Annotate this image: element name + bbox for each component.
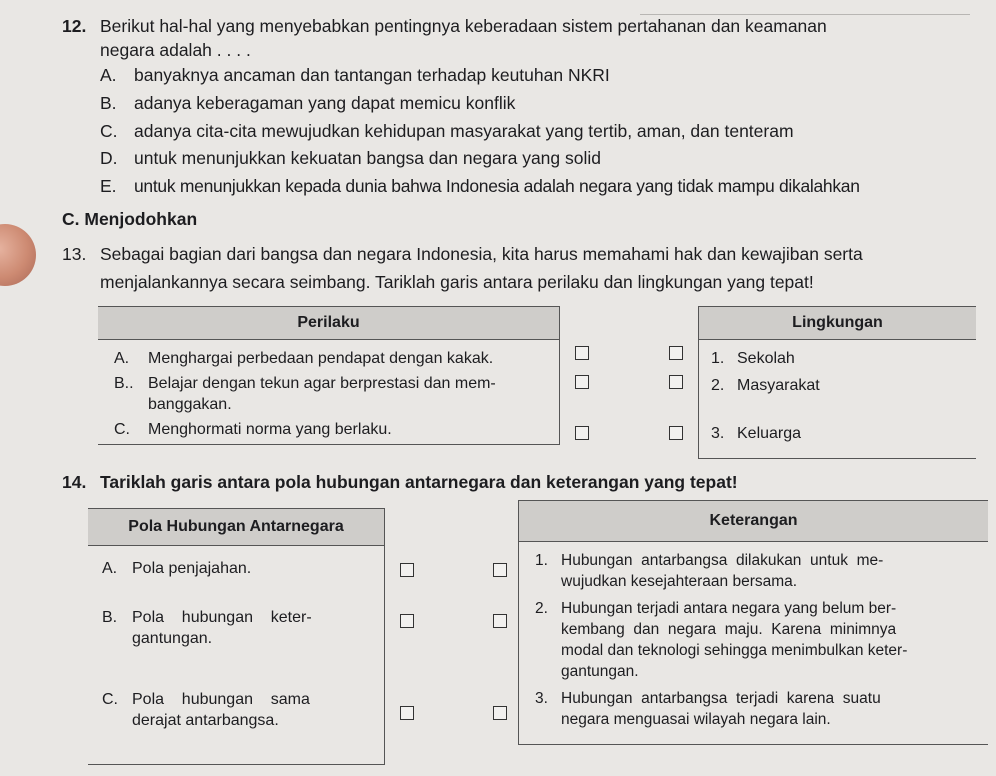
q14-stem: Tariklah garis antara pola hubungan antarnegara dan keterangan yang tepat! — [100, 472, 738, 492]
q12-stem-line2: negara adalah . . . . — [100, 40, 251, 60]
q13-left-box-b[interactable] — [575, 375, 589, 389]
q12-option-c[interactable]: C. adanya cita-cita mewujudkan kehidupan masyarakat yang tertib, aman, dan tenteram — [100, 121, 794, 141]
q12-option-a[interactable]: A. banyaknya ancaman dan tantangan terhadap keutuhan NKRI — [100, 65, 610, 85]
q13-right-item-2: 2. Masyarakat — [711, 377, 820, 394]
section-heading: C. Menjodohkan — [62, 209, 198, 229]
q13-right-item-1: 1. Sekolah — [711, 350, 795, 367]
q12-number: 12. — [62, 16, 87, 36]
q14-right-box-1[interactable] — [493, 563, 507, 577]
q14-left-box-c[interactable] — [400, 706, 414, 720]
q12-option-e[interactable]: E. untuk menunjukkan kepada dunia bahwa Indonesia adalah negara yang tidak mampu dikalahkan — [100, 176, 860, 196]
q12-stem-line1: Berikut hal-hal yang menyebabkan pentingnya keberadaan sistem pertahanan dan keamanan — [100, 16, 827, 36]
q14-left-item-b: B. Pola hubungan keter- — [102, 609, 312, 626]
q14-left-box-a[interactable] — [400, 563, 414, 577]
q13-left-item-c: C. Menghormati norma yang berlaku. — [114, 421, 392, 438]
q14-left-header: Pola Hubungan Antarnegara — [88, 509, 385, 546]
finger-edge — [0, 224, 36, 286]
q14-left-item-c-cont: derajat antarbangsa. — [132, 712, 279, 729]
q13-right-item-3: 3. Keluarga — [711, 425, 802, 442]
q14-right-item-3-cont: negara menguasai wilayah negara lain. — [561, 711, 831, 728]
q14-right-table — [518, 500, 988, 745]
q14-left-box-b[interactable] — [400, 614, 414, 628]
top-rule — [640, 0, 970, 15]
q14-right-item-2-cont2: modal dan teknologi sehingga menimbulkan keter- — [561, 642, 908, 659]
q14-right-item-2-cont1: kembang dan negara maju. Karena minimnya — [561, 621, 897, 638]
q14-right-item-1: 1. Hubungan antarbangsa dilakukan untuk me- — [535, 552, 884, 569]
q13-right-table — [698, 306, 976, 459]
q13-left-header: Perilaku — [98, 307, 560, 340]
q13-number: 13. — [62, 244, 87, 264]
q13-right-box-2[interactable] — [669, 375, 683, 389]
q13-left-item-a: A. Menghargai perbedaan pendapat dengan kakak. — [114, 350, 494, 367]
q13-right-box-3[interactable] — [669, 426, 683, 440]
q13-right-header: Lingkungan — [699, 307, 977, 340]
q12-option-d[interactable]: D. untuk menunjukkan kekuatan bangsa dan negara yang solid — [100, 148, 602, 168]
q14-right-item-1-cont: wujudkan kesejahteraan bersama. — [561, 573, 798, 590]
q14-left-item-a: A. Pola penjajahan. — [102, 560, 252, 577]
q14-left-item-b-cont: gantungan. — [132, 630, 213, 647]
q14-right-item-2: 2. Hubungan terjadi antara negara yang belum ber- — [535, 600, 897, 617]
q14-right-box-3[interactable] — [493, 706, 507, 720]
q14-left-item-c: C. Pola hubungan sama — [102, 691, 310, 708]
q14-left-table — [88, 508, 385, 765]
q13-left-box-c[interactable] — [575, 426, 589, 440]
q13-stem-line2: menjalankannya secara seimbang. Tariklah garis antara perilaku dan lingkungan yang tepat! — [100, 272, 814, 292]
q13-left-table — [98, 306, 560, 445]
q14-right-item-3: 3. Hubungan antarbangsa terjadi karena suatu — [535, 690, 881, 707]
q13-stem-line1: Sebagai bagian dari bangsa dan negara Indonesia, kita harus memahami hak dan kewajiban serta — [100, 244, 863, 264]
q13-left-item-b-cont: banggakan. — [148, 396, 232, 413]
q13-right-box-1[interactable] — [669, 346, 683, 360]
q14-number: 14. — [62, 472, 87, 492]
q14-right-header: Keterangan — [519, 501, 989, 542]
q13-left-item-b: B.. Belajar dengan tekun agar berprestasi dan mem- — [114, 375, 496, 392]
q14-right-box-2[interactable] — [493, 614, 507, 628]
q12-option-b[interactable]: B. adanya keberagaman yang dapat memicu konflik — [100, 93, 516, 113]
q13-left-box-a[interactable] — [575, 346, 589, 360]
q14-right-item-2-cont3: gantungan. — [561, 663, 639, 680]
